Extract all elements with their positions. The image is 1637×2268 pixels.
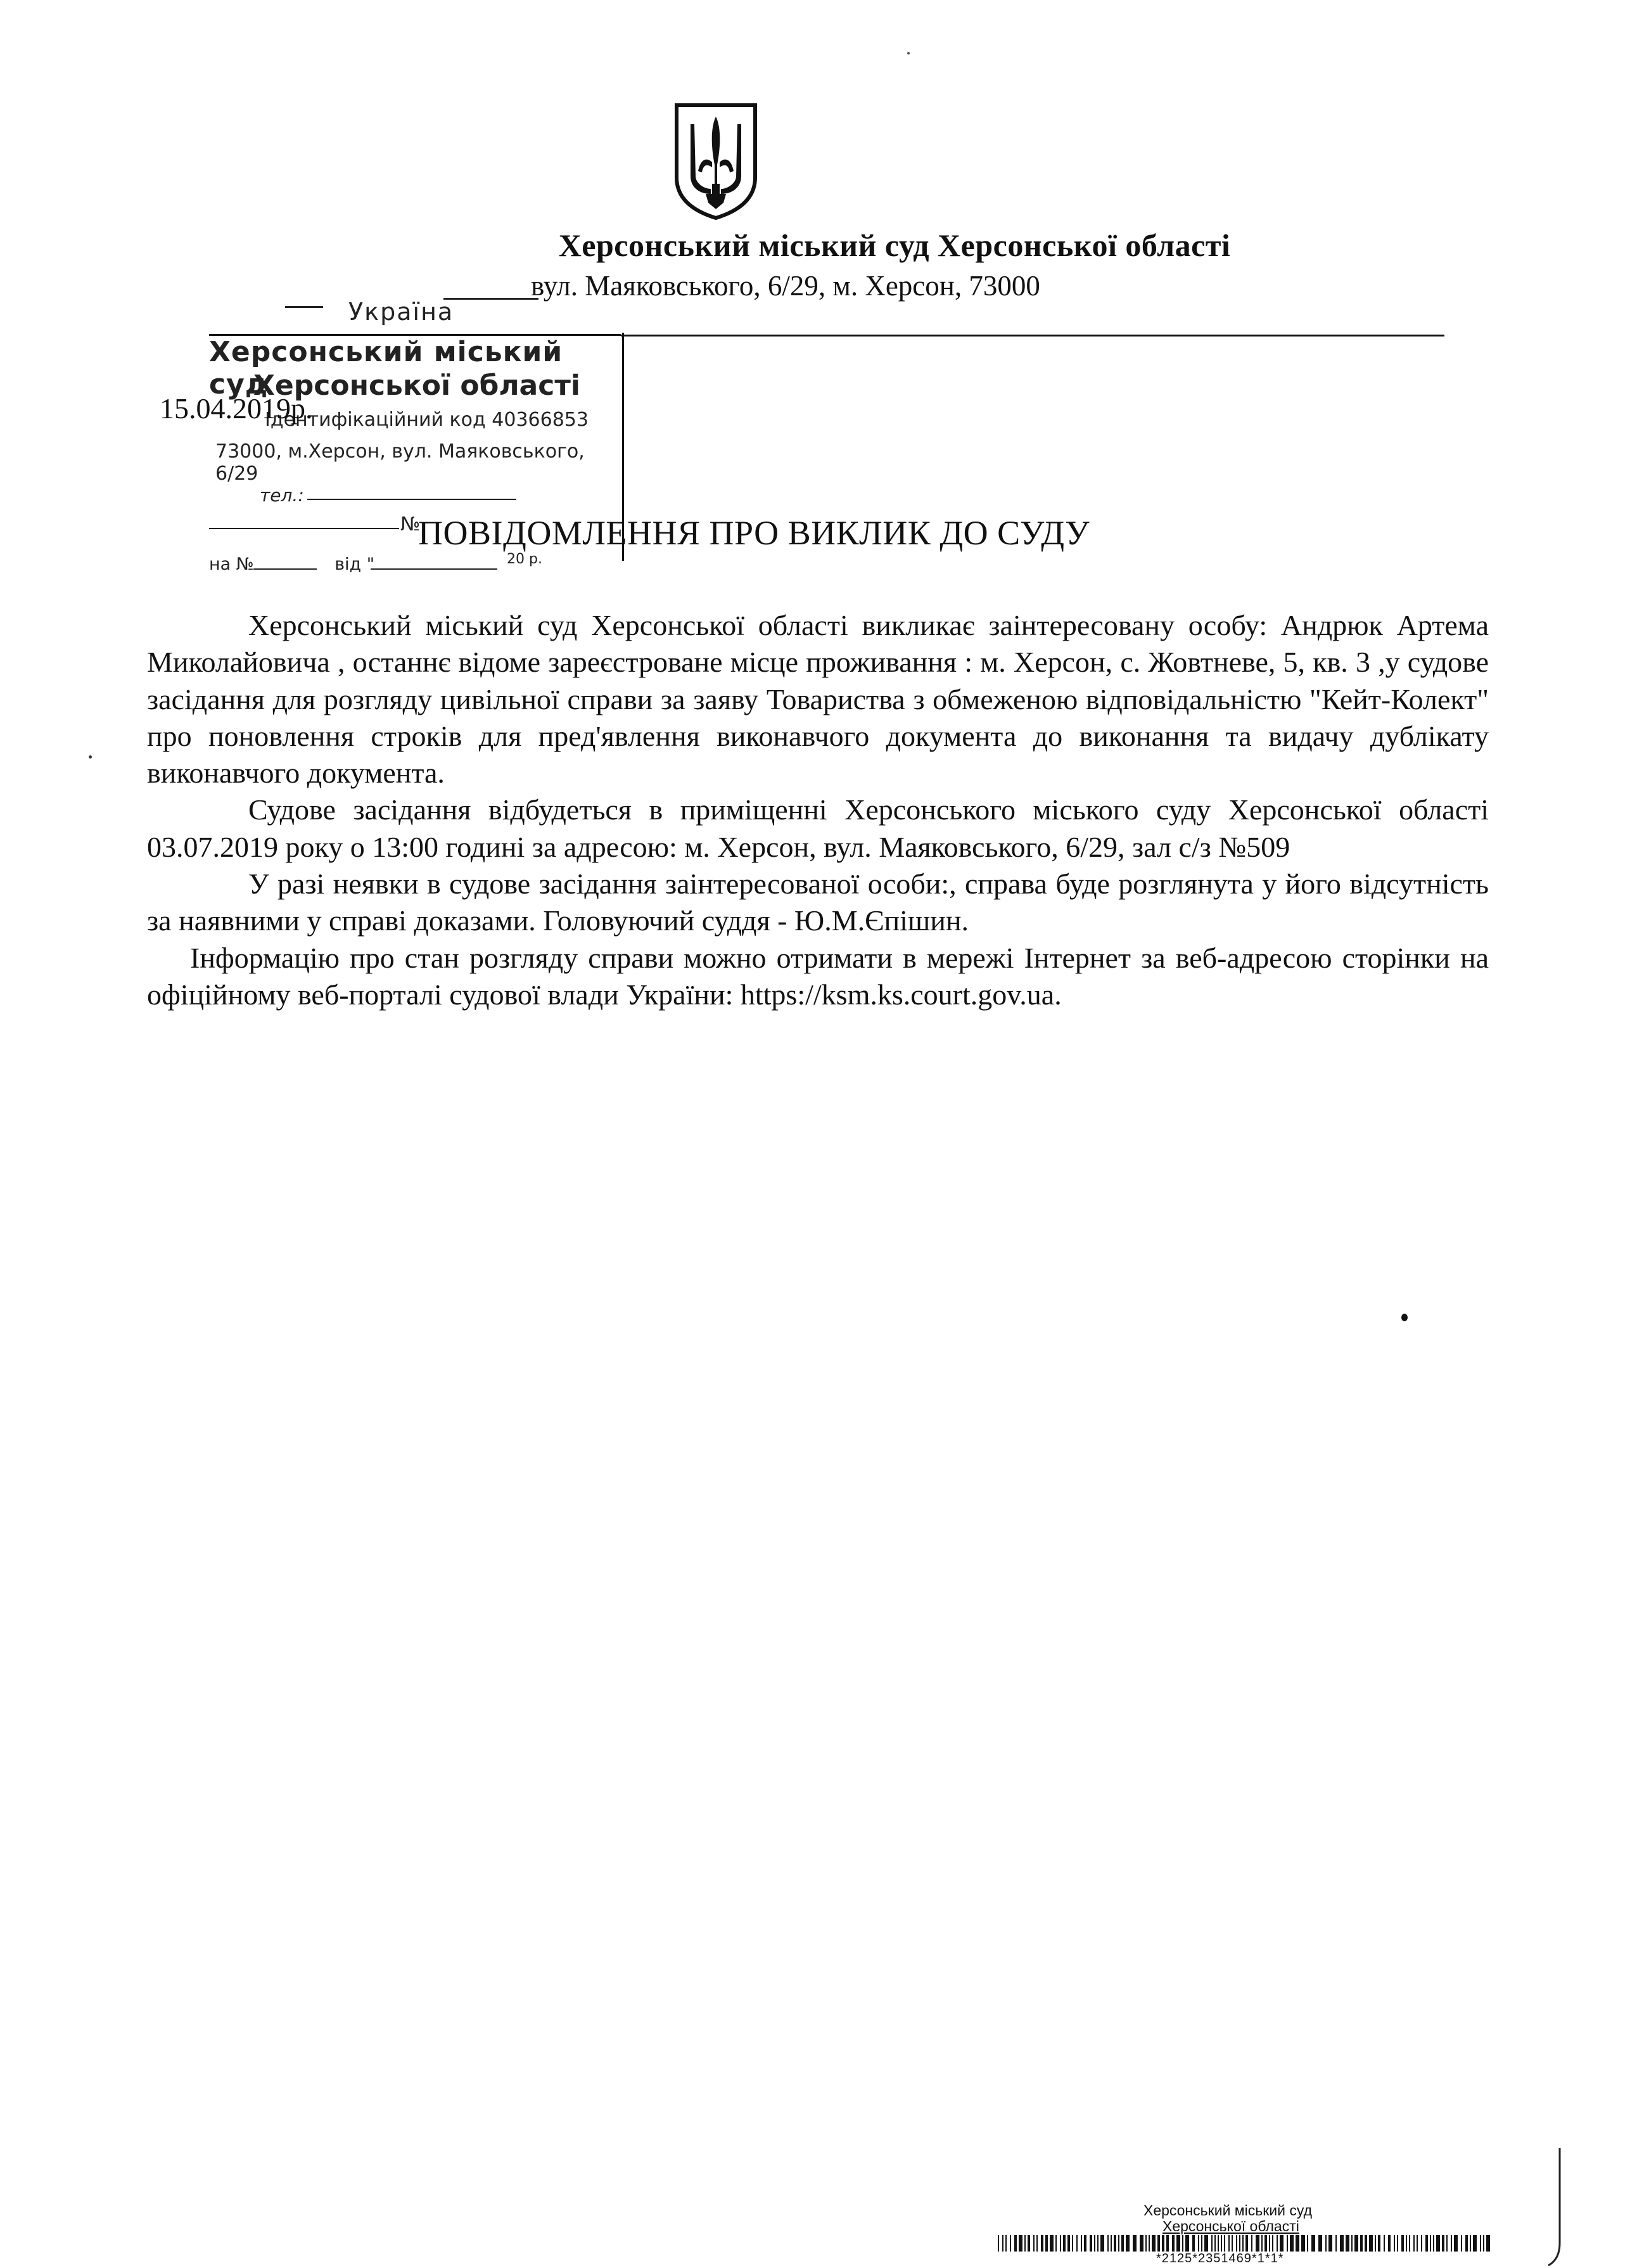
stamp-tel-line [307, 499, 516, 500]
paragraph-summons: Херсонський міський суд Херсонської області викликає заінтересовану особу: Андрюк Артема Миколайовича , останнє відоме зареєстроване місце проживання : м. Херсон, с. Жовтневе, 5, кв. 3 ,у судове засідання для розгляду цивільної справи за заяву Товариства з обмеженою відповідальністю "Кейт-Колект" про поновлення строків для пред'явлення виконавчого документа до виконання та видачу дублікату виконавчого документа. [147, 609, 1489, 790]
court-address: вул. Маяковського, 6/29, м. Херсон, 73000 [531, 270, 1040, 302]
paragraph-hearing: Судове засідання відбудеться в приміщенні Херсонського міського суду Херсонської області 03.07.2019 року о 13:00 годині за адресою: м. Херсон, вул. Маяковського, 6/29, зал с/з №509 [147, 793, 1489, 863]
barcode-court-line1: Херсонський міський суд [1143, 2202, 1313, 2219]
barcode-bar [1433, 2235, 1434, 2252]
stamp-court-line2: Херсонської області [253, 369, 580, 402]
barcode-bar [1036, 2235, 1038, 2252]
barcode-bar [1204, 2235, 1208, 2252]
barcode-bar [1024, 2235, 1026, 2252]
barcode-bar [1176, 2235, 1180, 2252]
barcode-bar [1097, 2235, 1099, 2252]
barcode-icon [998, 2235, 1492, 2252]
notice-body [147, 607, 1489, 1013]
barcode-bar [1224, 2235, 1225, 2252]
barcode-label [998, 2202, 1492, 2268]
barcode-bar [1413, 2235, 1415, 2252]
paragraph-info: Інформацію про стан розгляду справи можно отримати в мережі Інтернет за веб-адресою сторінки на офіційному веб-порталі судової влади України: https://ksm.ks.court.gov.ua. [147, 941, 1489, 1011]
barcode-bar [1451, 2235, 1452, 2252]
barcode-bar [1425, 2235, 1428, 2252]
barcode-bar [1269, 2235, 1270, 2252]
header-divider [621, 335, 1444, 336]
barcode-bar [1417, 2235, 1418, 2252]
barcode-bar [1436, 2235, 1440, 2252]
barcode-bar [1378, 2235, 1380, 2252]
barcode-bar [1280, 2235, 1283, 2252]
barcode-bar [1261, 2235, 1263, 2252]
barcode-bar [1111, 2235, 1112, 2252]
barcode-bar [1081, 2235, 1082, 2252]
barcode-bar [1232, 2235, 1233, 2252]
barcode-bar [1107, 2235, 1109, 2252]
barcode-bar [1256, 2235, 1259, 2252]
barcode-bar [1045, 2235, 1048, 2252]
barcode-bar [1002, 2235, 1003, 2252]
barcode-bar [1264, 2235, 1267, 2252]
stamp-date-line [371, 568, 497, 570]
barcode-bar [1121, 2235, 1124, 2252]
paragraph-absence: У разі неявки в судове засідання заінтересованої особи:, справа буде розглянута у його відсутність за наявними у справі доказами. Головуючий суддя - Ю.М.Єпішин. [147, 868, 1489, 937]
barcode-bar [1157, 2235, 1160, 2252]
stamp-id-code: Ідентифікаційний код 40366853 [265, 409, 589, 431]
barcode-bar [1318, 2235, 1322, 2252]
barcode-bar [1461, 2235, 1462, 2252]
barcode-bar [1354, 2235, 1358, 2252]
barcode-bar [1483, 2235, 1484, 2252]
barcode-bar [1145, 2235, 1147, 2252]
barcode-bar [1401, 2235, 1404, 2252]
barcode-bar [1172, 2235, 1175, 2252]
barcode-bar [1084, 2235, 1086, 2252]
stamp-number-line [209, 528, 399, 529]
barcode-bar [1067, 2235, 1070, 2252]
barcode-bar [1055, 2235, 1057, 2252]
barcode-bar [1375, 2235, 1376, 2252]
barcode-bar [1182, 2235, 1183, 2252]
barcode-court-line2: Херсонської області [1162, 2218, 1299, 2234]
barcode-bar [1118, 2235, 1119, 2252]
barcode-bar [1365, 2235, 1367, 2252]
barcode-bar [1446, 2235, 1448, 2252]
barcode-bar [1060, 2235, 1061, 2252]
barcode-bar [1340, 2235, 1344, 2252]
barcode-bar [1185, 2235, 1189, 2252]
stamp-reference-label: на № від " [209, 554, 375, 574]
stamp-court-line1: Херсонський міський суд [209, 336, 563, 400]
scan-speck [89, 755, 92, 759]
barcode-bar [1301, 2235, 1305, 2252]
barcode-bar [1430, 2235, 1431, 2252]
scan-speck [907, 52, 910, 54]
barcode-bar [1388, 2235, 1391, 2252]
stamp-dash [285, 306, 323, 308]
barcode-bar [1328, 2235, 1332, 2252]
barcode-bar [1010, 2235, 1011, 2252]
barcode-bar [1473, 2235, 1477, 2252]
barcode-bar [1198, 2235, 1199, 2252]
stamp-year-label: 20 р. [507, 551, 542, 567]
barcode-bar [1454, 2235, 1458, 2252]
barcode-bar [1272, 2235, 1273, 2252]
barcode-bar [1076, 2235, 1078, 2252]
barcode-bar [1290, 2235, 1294, 2252]
barcode-bar [1149, 2235, 1150, 2252]
barcode-bar [1221, 2235, 1222, 2252]
court-name-heading: Херсонський міський суд Херсонської області [558, 227, 1231, 263]
barcode-bar [1351, 2235, 1353, 2252]
barcode-bar [1014, 2235, 1017, 2252]
document-date: 15.04.2019р. [160, 392, 313, 425]
barcode-bar [1480, 2235, 1481, 2252]
barcode-bar [1335, 2235, 1337, 2252]
barcode-bar [1114, 2235, 1116, 2252]
page-corner-mark [1546, 2148, 1565, 2268]
barcode-bar [1050, 2235, 1054, 2252]
barcode-bar [1245, 2235, 1248, 2252]
barcode-bar [1166, 2235, 1169, 2252]
barcode-bar [1287, 2235, 1288, 2252]
barcode-bar [1162, 2235, 1164, 2252]
ukraine-trident-icon [673, 101, 759, 222]
barcode-bar [1242, 2235, 1244, 2252]
barcode-bar [998, 2235, 999, 2252]
barcode-bar [1325, 2235, 1327, 2252]
barcode-bar [1311, 2235, 1315, 2252]
barcode-bar [1369, 2235, 1373, 2252]
barcode-bar [1421, 2235, 1422, 2252]
barcode-bar [1201, 2235, 1202, 2252]
barcode-bar [1486, 2235, 1490, 2252]
stamp-country: Україна [348, 298, 454, 326]
barcode-bar [1346, 2235, 1349, 2252]
barcode-bar [1360, 2235, 1363, 2252]
barcode-bar [1192, 2235, 1195, 2252]
barcode-bar [1394, 2235, 1395, 2252]
barcode-bar [1239, 2235, 1240, 2252]
stamp-reference-line [253, 568, 317, 570]
barcode-bar [1218, 2235, 1219, 2252]
barcode-bar [1442, 2235, 1444, 2252]
barcode-bar [1211, 2235, 1213, 2252]
barcode-bar [1397, 2235, 1398, 2252]
barcode-bar [1063, 2235, 1066, 2252]
barcode-bar [1465, 2235, 1468, 2252]
barcode-bar [1470, 2235, 1471, 2252]
barcode-bar [1033, 2235, 1035, 2252]
stamp-tel-label: тел.: [260, 485, 304, 506]
barcode-bar [1228, 2235, 1230, 2252]
barcode-bar [1072, 2235, 1073, 2252]
barcode-bar [1409, 2235, 1410, 2252]
stamp-number-label: № [400, 513, 421, 535]
barcode-bar [1133, 2235, 1137, 2252]
barcode-bar [1090, 2235, 1092, 2252]
barcode-bar [1236, 2235, 1237, 2252]
scan-speck [1401, 1314, 1408, 1321]
barcode-bar [1296, 2235, 1299, 2252]
barcode-bar [1019, 2235, 1022, 2252]
barcode-bar [1140, 2235, 1143, 2252]
barcode-bar [1152, 2235, 1156, 2252]
barcode-code: *2125*2351469*1*1* [1156, 2252, 1284, 2265]
barcode-bar [1214, 2235, 1216, 2252]
barcode-bar [1384, 2235, 1385, 2252]
barcode-bar [1126, 2235, 1130, 2252]
barcode-bar [1041, 2235, 1043, 2252]
document-title: ПОВІДОМЛЕННЯ ПРО ВИКЛИК ДО СУДУ [418, 514, 1090, 552]
barcode-bar [1251, 2235, 1252, 2252]
barcode-bar [1094, 2235, 1095, 2252]
barcode-bar [1307, 2235, 1308, 2252]
barcode-bar [1005, 2235, 1007, 2252]
barcode-bar [1028, 2235, 1030, 2252]
barcode-bar [1100, 2235, 1104, 2252]
stamp-address: 73000, м.Херсон, вул. Маяковського, 6/29 [215, 440, 585, 485]
barcode-bar [1406, 2235, 1407, 2252]
barcode-bar [1277, 2235, 1278, 2252]
